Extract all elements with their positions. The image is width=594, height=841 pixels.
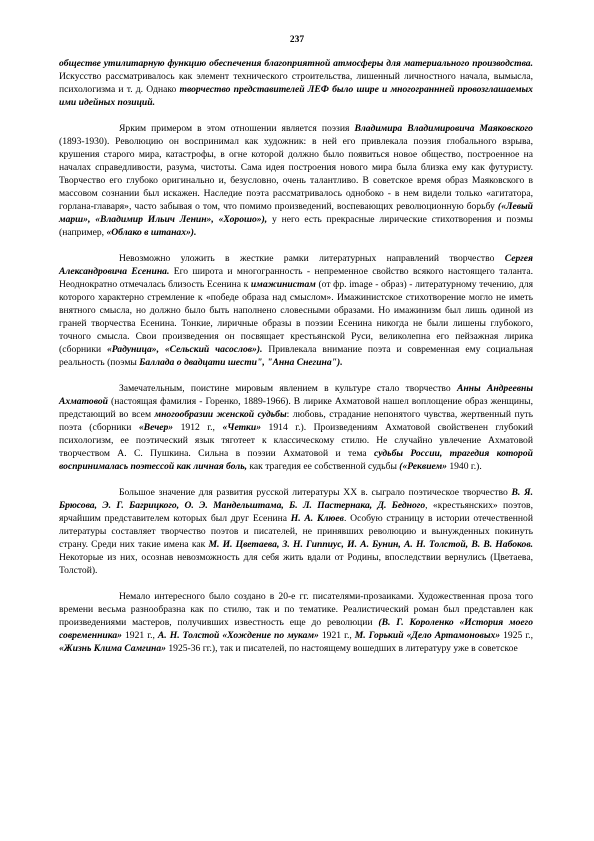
paragraph xyxy=(59,122,533,239)
emphasis-text: М. Горький «Дело Артамоновых» xyxy=(354,630,501,641)
body-text: 1921 г., xyxy=(121,630,158,641)
body-text: (от фр. image - образ) - литературному течению, для которого характерно стремление к «победе образа над смыслом». Имажинистское стихотворение могло не иметь внятного смысла, но должно было быть наполнено словесными образами. Но имажинизм был лишь одиной из граней творчества Есенина. Тонкие, лиричные образы в поэзии Есенина никогда не были лишены глубокого, точного смысла. Свои произведения он посвящает крестьянской Руси, великолепна его пейзажная лирика (сборники xyxy=(59,279,533,355)
body-text: как трагедия ее собственной судьбы xyxy=(246,461,400,472)
body-text: Замечательным, поистине мировым явлением в культуре стало творчество xyxy=(119,383,457,394)
body-text: Искусство рассматривалось как элемент технического строительства, лишенный личностного начала, вымысла, психологизма и т. д. Однако xyxy=(59,71,533,95)
emphasis-text: «Вечер» xyxy=(138,422,174,433)
body-text: Немало интересного было создано в 20-е гг. писателями-прозаиками. Художественная проза того времени весьма разнообразна как по стилю, так и по тематике. Реалистический роман был представлен как произведениями мастеров, получивших известность еще до революции xyxy=(59,591,533,628)
body-text: Его широта и многогранность - непременное свойство всякого настоящего таланта. Неоднократно отмечалась близость Есенина к xyxy=(59,266,534,290)
emphasis-text: «Четки» xyxy=(222,422,262,433)
emphasis-text: («Реквием» xyxy=(399,461,447,472)
body-text: Невозможно уложить в жесткие рамки литературных направлений творчество xyxy=(119,253,505,264)
emphasis-text: (В. Г. Короленко «История моего современника» xyxy=(59,617,534,641)
body-text: 1921 г., xyxy=(318,630,355,641)
emphasis-text: Владимира Владимировича Маяковского xyxy=(354,123,533,134)
emphasis-text: обществе утилитарную функцию обеспечения благоприятной атмосферы для материального производства. xyxy=(59,58,533,69)
body-text: Привлекала внимание поэта и современная ему социальная реальность (поэмы xyxy=(59,344,533,368)
paragraph xyxy=(59,252,533,369)
document-body xyxy=(59,57,533,655)
emphasis-text: «Радуница», «Сельский часослов»). xyxy=(107,344,263,355)
emphasis-text: многообразии женской судьбы xyxy=(154,409,287,420)
emphasis-text: А. Н. Толстой «Хождение по мукам» xyxy=(157,630,319,641)
body-text: (1893-1930). Революцию он воспринимал как художник: в ней его привлекала поэзия глобального взрыва, крушения старого мира, катастрофы, в огне которой должно было появиться новое общество, построенное на началах справедливости, разума, чистоты. Сама идея построения нового мира была близка ему как футуристу. Творчество его глубоко оригинально и, безусловно, очень талантливо. В советское время образ Маяковского в массовом сознании был искажен. Наследие поэта рассматривалось однобоко - в нем видели только «агитатора, горлана-главаря», часто забывая о том, что помимо произведений, воспевающих революционную борьбу xyxy=(59,136,533,212)
emphasis-text: Н. А. Клюев xyxy=(290,513,344,524)
emphasis-text: «Жизнь Клима Самгина» xyxy=(59,643,166,654)
body-text: 1914 г.). Произведениям Ахматовой свойственен глубокий психологизм, ее поэтический язык тяготеет к классическому стилю. Не случайно увлечение Ахматовой творчеством А. С. Пушкина. Сильна в поэзии Ахматовой и тема xyxy=(59,422,533,459)
body-text: 1925 г., xyxy=(500,630,533,641)
emphasis-text: В. Я. Брюсова, Э. Г. Багрицкого, О. Э. Мандельштама, Б. Л. Пастернака, Д. Бедного xyxy=(59,487,533,511)
body-text: Большое значение для развития русской литературы XX в. сыграло поэтическое творчество xyxy=(119,487,512,498)
body-text: . Особую страницу в истории отечественной литературы составляет творчество поэтов и писателей, не принявших революцию и вынужденных покинуть страну. Среди них такие имена как xyxy=(59,513,533,550)
body-text: 1940 г.). xyxy=(446,461,482,472)
body-text: Некоторые из них, осознав невозможность для себя жить вдали от Родины, впоследствии вернулись (Цветаева, Толстой). xyxy=(59,552,533,576)
body-text: у него есть прекрасные лирические стихотворения и поэмы (например, xyxy=(59,214,533,238)
body-text: , «крестьянских» поэтов, ярчайшим представителем которых был друг Есенина xyxy=(59,500,533,524)
body-text: 1912 г., xyxy=(173,422,223,433)
emphasis-text: («Левый марш», «Владимир Ильич Ленин», «Хорошо»), xyxy=(59,201,533,225)
paragraph xyxy=(59,57,533,109)
emphasis-text: судьбы России, трагедия которой воспринималась поэтессой как личная боль, xyxy=(59,448,533,472)
body-text: (настоящая фамилия - Горенко, 1889-1966). В лирике Ахматовой нашел воплощение образ женщины, предстающий во всем xyxy=(59,396,533,420)
paragraph xyxy=(59,382,533,473)
emphasis-text: «Облако в штанах»). xyxy=(106,227,197,238)
emphasis-text: творчество представителей ЛЕФ было шире и многограннней провозглашаемых ими идейных позиций. xyxy=(59,84,533,108)
body-text: 1925-36 гг.), так и писателей, по настоящему вошедших в литературу уже в советское xyxy=(165,643,518,654)
emphasis-text: Баллада о двадцати шести", "Анна Снегина"). xyxy=(139,357,343,368)
emphasis-text: М. И. Цветаева, З. Н. Гиппиус, И. А. Бунин, А. Н. Толстой, В. В. Набоков. xyxy=(208,539,534,550)
paragraph xyxy=(59,486,533,577)
body-text: : любовь, страдание непонятого чувства, жертвенный путь поэта (сборники xyxy=(59,409,533,433)
emphasis-text: Сергея Александровича Есенина. xyxy=(59,253,533,277)
paragraph xyxy=(59,590,533,655)
emphasis-text: имажинистам xyxy=(250,279,316,290)
body-text: Ярким примером в этом отношении является поэзия xyxy=(119,123,355,134)
emphasis-text: Анны Андреевны Ахматовой xyxy=(59,383,533,407)
page-number: 237 xyxy=(289,35,305,45)
